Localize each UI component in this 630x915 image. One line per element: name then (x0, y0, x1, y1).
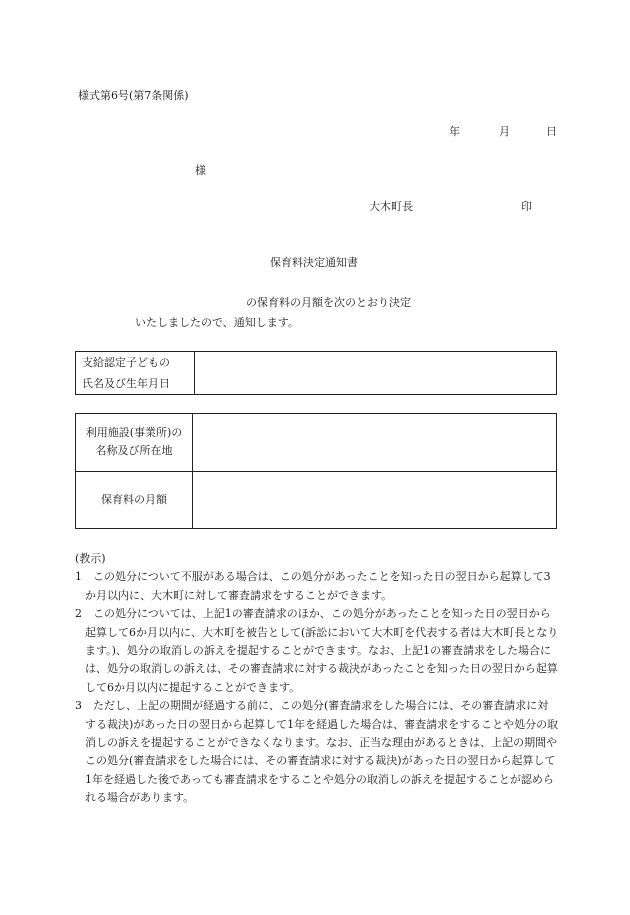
instruction-number: 2 (75, 607, 82, 621)
instruction-number: 1 (75, 570, 82, 584)
instruction-number: 3 (75, 699, 82, 713)
body-line-2: いたしましたので、通知します。 (135, 316, 299, 329)
monthly-fee-value (193, 471, 557, 529)
child-info-label-line1: 支給認定子どもの (82, 356, 170, 369)
facility-label-line1: 利用施設(事業所)の (85, 426, 183, 440)
instructions-heading: (教示) (75, 552, 106, 565)
issuer-title: 大木町長 (369, 200, 413, 213)
date-month-label: 月 (499, 125, 510, 138)
facility-label-line2: 名称及び所在地 (95, 444, 173, 458)
body-line-1: の保育料の月額を次のとおり決定 (246, 296, 411, 309)
child-info-label (76, 352, 195, 395)
instruction-item (75, 568, 559, 605)
child-info-label-line2: 氏名及び生年月日 (82, 377, 170, 390)
instruction-text: この処分について不服がある場合は、この処分があったことを知った日の翌日から起算して3か月以内に、大木町に対して審査請求をすることができます。 (85, 570, 551, 602)
seal-mark: 印 (521, 200, 532, 213)
instruction-text: ただし、上記の期間が経過する前に、この処分(審査請求をした場合には、その審査請求に対する裁決)があった日の翌日から起算して1年を経過した場合は、審査請求をすることや処分の取消しの訴えを提起することができなくなります。なお、正当な理由があるときは、上記の期間やこの処分(審査請求をした場合には、その審査請求に対する裁決)があった日の翌日から起算して1年を経過した後であっても審査請求をすることや処分の取消しの訴えを提起することが認められる場合があります。 (85, 699, 559, 805)
monthly-fee-label: 保育料の月額 (76, 471, 193, 529)
child-info-value (195, 352, 557, 395)
date-day-label: 日 (546, 125, 557, 138)
instruction-text: この処分については、上記1の審査請求のほか、この処分があったことを知った日の翌日から起算して6か月以内に、大木町を被告として(訴訟において大木町を代表する者は大木町長となります。)、処分の取消しの訴えを提起することができます。なお、上記1の審査請求をした場合には、処分の取消しの訴えは、その審査請求に対する裁決があったことを知った日の翌日から起算して6か月以内に提起することができます。 (85, 607, 559, 694)
document-title: 保育料決定通知書 (270, 256, 358, 269)
facility-fee-table (75, 413, 557, 529)
date-year-label: 年 (449, 125, 460, 138)
instructions-section (75, 550, 559, 808)
facility-label (76, 414, 193, 472)
addressee-suffix: 様 (195, 164, 206, 177)
child-info-table (75, 351, 557, 395)
facility-value (193, 414, 557, 472)
form-number: 様式第6号(第7条関係) (78, 89, 189, 102)
instruction-item (75, 697, 559, 807)
instruction-item (75, 605, 559, 697)
